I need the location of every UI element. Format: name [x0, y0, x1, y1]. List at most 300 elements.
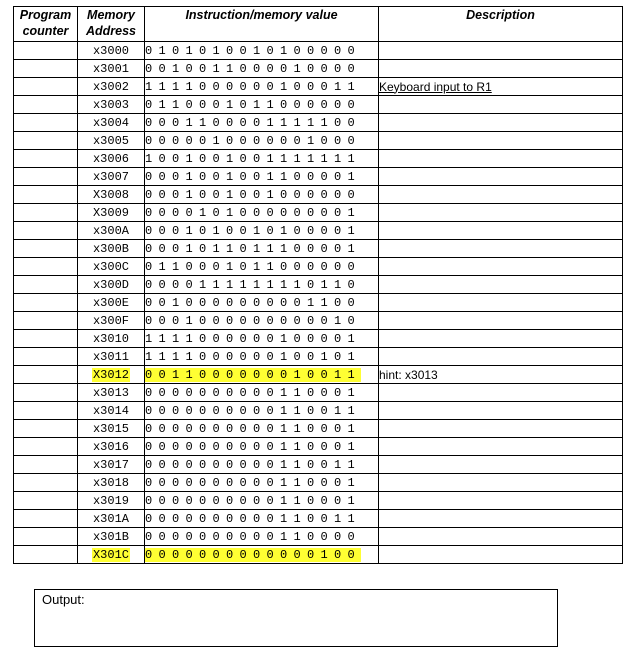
bit-digit: 0: [307, 475, 315, 490]
bit-digit: 0: [239, 331, 247, 346]
description-cell[interactable]: [379, 348, 623, 366]
program-counter-cell[interactable]: [14, 204, 78, 222]
memory-address: x3015: [92, 421, 129, 436]
description-cell[interactable]: [379, 240, 623, 258]
instruction-value-cell: [145, 492, 379, 510]
bit-digit: 0: [212, 457, 220, 472]
bit-digit: 1: [266, 259, 274, 274]
bit-digit: 0: [239, 205, 247, 220]
program-counter-cell[interactable]: [14, 366, 78, 384]
bit-digit: 0: [212, 313, 220, 328]
memory-address: X301C: [92, 547, 129, 562]
bit-digit: 1: [185, 115, 193, 130]
bit-digit: 0: [334, 97, 342, 112]
program-counter-cell[interactable]: [14, 438, 78, 456]
description-cell[interactable]: [379, 546, 623, 564]
description-cell[interactable]: [379, 294, 623, 312]
bit-digit: 0: [334, 529, 342, 544]
memory-address-cell: [78, 78, 145, 96]
table-row: [14, 474, 623, 492]
bit-digit: 0: [239, 133, 247, 148]
bit-digit: 1: [334, 367, 342, 382]
bit-digit: 0: [199, 133, 207, 148]
bit-digit: 1: [347, 241, 355, 256]
table-row: [14, 384, 623, 402]
bit-digit: 0: [266, 439, 274, 454]
bit-digit: 0: [185, 61, 193, 76]
table-row: [14, 312, 623, 330]
bit-digit: 0: [239, 187, 247, 202]
bit-digit: 0: [145, 385, 153, 400]
bit-digit: 1: [226, 205, 234, 220]
bit-digit: 0: [266, 367, 274, 382]
bit-digit: 0: [320, 61, 328, 76]
bit-digit: 0: [212, 439, 220, 454]
description-cell[interactable]: [379, 222, 623, 240]
bit-digit: 0: [239, 79, 247, 94]
bit-digit: 0: [239, 421, 247, 436]
bit-digit: 0: [239, 295, 247, 310]
bit-digit: 1: [334, 403, 342, 418]
bit-digit: 1: [293, 367, 301, 382]
instruction-bits: [145, 224, 361, 238]
bit-digit: 0: [253, 187, 261, 202]
bit-digit: 0: [172, 529, 180, 544]
bit-digit: 0: [320, 313, 328, 328]
instruction-value-cell: [145, 348, 379, 366]
memory-address-cell: [78, 456, 145, 474]
bit-digit: 0: [253, 295, 261, 310]
bit-digit: 0: [158, 205, 166, 220]
program-counter-cell[interactable]: [14, 132, 78, 150]
instruction-bits: [145, 404, 361, 418]
bit-digit: 1: [320, 547, 328, 562]
program-counter-cell[interactable]: [14, 78, 78, 96]
bit-digit: 0: [239, 97, 247, 112]
bit-digit: 1: [347, 205, 355, 220]
bit-digit: 1: [334, 151, 342, 166]
instruction-bits: [145, 44, 361, 58]
bit-digit: 0: [212, 187, 220, 202]
output-box: [34, 589, 558, 647]
memory-address-cell: [78, 168, 145, 186]
memory-address-cell: [78, 528, 145, 546]
program-counter-cell[interactable]: [14, 186, 78, 204]
bit-digit: 1: [172, 259, 180, 274]
program-counter-cell[interactable]: [14, 384, 78, 402]
memory-address-cell: [78, 222, 145, 240]
header-memory-address: Memory Address: [78, 7, 145, 42]
memory-address-cell: [78, 204, 145, 222]
instruction-value-cell: [145, 204, 379, 222]
header-program-counter: Program counter: [14, 7, 78, 42]
memory-rows: [14, 42, 623, 564]
description-cell[interactable]: [379, 330, 623, 348]
bit-digit: 0: [266, 475, 274, 490]
bit-digit: 0: [253, 61, 261, 76]
description-cell[interactable]: [379, 78, 623, 96]
bit-digit: 1: [280, 349, 288, 364]
instruction-bits: [145, 206, 361, 220]
bit-digit: 0: [280, 97, 288, 112]
bit-digit: 1: [185, 169, 193, 184]
memory-address: x3011: [92, 349, 129, 364]
bit-digit: 0: [239, 241, 247, 256]
instruction-value-cell: [145, 438, 379, 456]
bit-digit: 0: [172, 205, 180, 220]
program-counter-cell[interactable]: [14, 510, 78, 528]
bit-digit: 0: [185, 295, 193, 310]
bit-digit: 1: [226, 277, 234, 292]
program-counter-cell[interactable]: [14, 330, 78, 348]
bit-digit: 1: [347, 79, 355, 94]
bit-digit: 0: [253, 493, 261, 508]
program-counter-cell[interactable]: [14, 474, 78, 492]
table-row: [14, 420, 623, 438]
bit-digit: 0: [347, 259, 355, 274]
bit-digit: 0: [334, 331, 342, 346]
bit-digit: 1: [158, 79, 166, 94]
bit-digit: 0: [145, 313, 153, 328]
instruction-bits: [145, 494, 361, 508]
bit-digit: 1: [172, 295, 180, 310]
bit-digit: 0: [199, 511, 207, 526]
bit-digit: 0: [226, 313, 234, 328]
bit-digit: 0: [239, 475, 247, 490]
bit-digit: 0: [307, 421, 315, 436]
bit-digit: 0: [226, 223, 234, 238]
table-row: [14, 222, 623, 240]
bit-digit: 0: [199, 295, 207, 310]
bit-digit: 0: [212, 151, 220, 166]
instruction-bits: [145, 332, 361, 346]
description-cell[interactable]: [379, 402, 623, 420]
description-cell[interactable]: [379, 186, 623, 204]
description-cell[interactable]: [379, 438, 623, 456]
bit-digit: 0: [320, 331, 328, 346]
bit-digit: 0: [320, 97, 328, 112]
bit-digit: 0: [266, 511, 274, 526]
bit-digit: 0: [266, 61, 274, 76]
bit-digit: 1: [158, 97, 166, 112]
header-row: [14, 7, 623, 42]
memory-address-cell: [78, 150, 145, 168]
memory-address: x3002: [92, 79, 129, 94]
program-counter-cell[interactable]: [14, 60, 78, 78]
bit-digit: 0: [199, 493, 207, 508]
bit-digit: 0: [145, 133, 153, 148]
description-cell[interactable]: [379, 456, 623, 474]
bit-digit: 0: [280, 187, 288, 202]
instruction-value-cell: [145, 402, 379, 420]
bit-digit: 0: [253, 115, 261, 130]
bit-digit: 0: [158, 151, 166, 166]
bit-digit: 0: [239, 493, 247, 508]
table-row: [14, 510, 623, 528]
bit-digit: 0: [172, 133, 180, 148]
bit-digit: 0: [172, 457, 180, 472]
program-counter-cell[interactable]: [14, 456, 78, 474]
memory-address-cell: [78, 330, 145, 348]
program-counter-cell[interactable]: [14, 402, 78, 420]
bit-digit: 1: [172, 367, 180, 382]
instruction-bits: [145, 260, 361, 274]
instruction-value-cell: [145, 456, 379, 474]
bit-digit: 0: [212, 115, 220, 130]
instruction-bits: [145, 476, 361, 490]
table-row: [14, 366, 623, 384]
bit-digit: 1: [212, 277, 220, 292]
bit-digit: 0: [185, 457, 193, 472]
table-row: [14, 438, 623, 456]
bit-digit: 1: [145, 79, 153, 94]
bit-digit: 1: [253, 259, 261, 274]
bit-digit: 0: [253, 151, 261, 166]
bit-digit: 0: [334, 493, 342, 508]
bit-digit: 0: [334, 43, 342, 58]
program-counter-cell[interactable]: [14, 168, 78, 186]
bit-digit: 0: [226, 385, 234, 400]
bit-digit: 0: [266, 421, 274, 436]
instruction-bits: [145, 188, 361, 202]
memory-address: x3016: [92, 439, 129, 454]
description-cell[interactable]: [379, 510, 623, 528]
bit-digit: 0: [185, 421, 193, 436]
bit-digit: 0: [185, 529, 193, 544]
instruction-value-cell: [145, 96, 379, 114]
instruction-value-cell: [145, 384, 379, 402]
table-row: [14, 150, 623, 168]
bit-digit: 1: [293, 475, 301, 490]
bit-digit: 0: [172, 277, 180, 292]
bit-digit: 0: [172, 403, 180, 418]
bit-digit: 0: [172, 43, 180, 58]
bit-digit: 0: [158, 367, 166, 382]
program-counter-cell[interactable]: [14, 276, 78, 294]
bit-digit: 1: [320, 277, 328, 292]
table-row: [14, 42, 623, 60]
bit-digit: 1: [158, 259, 166, 274]
bit-digit: 0: [172, 169, 180, 184]
program-counter-cell[interactable]: [14, 420, 78, 438]
bit-digit: 0: [307, 439, 315, 454]
memory-address: x301B: [92, 529, 129, 544]
description-cell[interactable]: [379, 60, 623, 78]
program-counter-cell[interactable]: [14, 258, 78, 276]
program-counter-cell[interactable]: [14, 150, 78, 168]
bit-digit: 0: [199, 475, 207, 490]
table-row: [14, 60, 623, 78]
bit-digit: 1: [293, 493, 301, 508]
bit-digit: 0: [226, 421, 234, 436]
program-counter-cell[interactable]: [14, 240, 78, 258]
bit-digit: 0: [266, 223, 274, 238]
bit-digit: 1: [307, 151, 315, 166]
bit-digit: 1: [226, 169, 234, 184]
table-row: [14, 294, 623, 312]
bit-digit: 0: [266, 385, 274, 400]
bit-digit: 0: [307, 187, 315, 202]
bit-digit: 1: [266, 169, 274, 184]
description-cell[interactable]: [379, 312, 623, 330]
description-cell[interactable]: [379, 42, 623, 60]
bit-digit: 0: [172, 187, 180, 202]
bit-digit: 0: [320, 133, 328, 148]
bit-digit: 0: [158, 277, 166, 292]
bit-digit: 0: [226, 43, 234, 58]
description-cell[interactable]: [379, 276, 623, 294]
bit-digit: 0: [239, 61, 247, 76]
description-cell[interactable]: [379, 528, 623, 546]
bit-digit: 0: [293, 241, 301, 256]
bit-digit: 0: [212, 511, 220, 526]
bit-digit: 0: [307, 241, 315, 256]
program-counter-cell[interactable]: [14, 96, 78, 114]
bit-digit: 0: [253, 457, 261, 472]
bit-digit: 0: [199, 421, 207, 436]
description-cell[interactable]: [379, 492, 623, 510]
bit-digit: 0: [293, 259, 301, 274]
bit-digit: 0: [347, 97, 355, 112]
bit-digit: 0: [266, 529, 274, 544]
bit-digit: 1: [185, 43, 193, 58]
bit-digit: 0: [199, 187, 207, 202]
bit-digit: 1: [280, 277, 288, 292]
bit-digit: 0: [347, 133, 355, 148]
bit-digit: 0: [334, 349, 342, 364]
description-cell[interactable]: [379, 168, 623, 186]
bit-digit: 0: [158, 457, 166, 472]
bit-digit: 0: [266, 313, 274, 328]
instruction-value-cell: [145, 420, 379, 438]
bit-digit: 0: [307, 79, 315, 94]
bit-digit: 0: [320, 439, 328, 454]
bit-digit: 0: [280, 313, 288, 328]
bit-digit: 1: [226, 151, 234, 166]
bit-digit: 0: [320, 511, 328, 526]
bit-digit: 0: [347, 295, 355, 310]
description-cell[interactable]: [379, 384, 623, 402]
memory-address-cell: [78, 240, 145, 258]
instruction-value-cell: [145, 546, 379, 564]
program-counter-cell[interactable]: [14, 294, 78, 312]
description-cell[interactable]: [379, 96, 623, 114]
memory-address: x300D: [92, 277, 129, 292]
description-cell[interactable]: [379, 474, 623, 492]
bit-digit: 1: [280, 241, 288, 256]
instruction-value-cell: [145, 366, 379, 384]
memory-address-cell: [78, 60, 145, 78]
bit-digit: 0: [226, 349, 234, 364]
bit-digit: 0: [334, 241, 342, 256]
bit-digit: 0: [280, 547, 288, 562]
bit-digit: 0: [199, 79, 207, 94]
instruction-value-cell: [145, 60, 379, 78]
memory-address: x300C: [92, 259, 129, 274]
bit-digit: 0: [307, 313, 315, 328]
memory-address: X3009: [92, 205, 129, 220]
bit-digit: 0: [185, 493, 193, 508]
bit-digit: 0: [158, 115, 166, 130]
bit-digit: 0: [185, 403, 193, 418]
bit-digit: 0: [226, 331, 234, 346]
bit-digit: 1: [347, 223, 355, 238]
instruction-bits: [145, 368, 361, 382]
bit-digit: 1: [199, 277, 207, 292]
description-cell[interactable]: [379, 204, 623, 222]
bit-digit: 1: [212, 43, 220, 58]
program-counter-cell[interactable]: [14, 528, 78, 546]
bit-digit: 1: [334, 277, 342, 292]
bit-digit: 1: [199, 205, 207, 220]
bit-digit: 0: [226, 115, 234, 130]
instruction-value-cell: [145, 132, 379, 150]
bit-digit: 0: [307, 529, 315, 544]
bit-digit: 0: [185, 439, 193, 454]
bit-digit: 0: [172, 421, 180, 436]
instruction-bits: [145, 296, 361, 310]
description-cell[interactable]: [379, 420, 623, 438]
instruction-bits: [145, 422, 361, 436]
bit-digit: 0: [185, 385, 193, 400]
memory-address: x3005: [92, 133, 129, 148]
instruction-value-cell: [145, 186, 379, 204]
program-counter-cell[interactable]: [14, 546, 78, 564]
bit-digit: 0: [266, 79, 274, 94]
program-counter-cell[interactable]: [14, 312, 78, 330]
program-counter-cell[interactable]: [14, 492, 78, 510]
description-cell[interactable]: [379, 114, 623, 132]
description-cell[interactable]: [379, 366, 623, 384]
bit-digit: 1: [212, 241, 220, 256]
bit-digit: 0: [145, 421, 153, 436]
bit-digit: 1: [226, 259, 234, 274]
description-cell[interactable]: [379, 132, 623, 150]
bit-digit: 1: [185, 331, 193, 346]
bit-digit: 0: [239, 169, 247, 184]
bit-digit: 0: [320, 475, 328, 490]
bit-digit: 0: [185, 511, 193, 526]
header-description: Description: [379, 7, 623, 42]
bit-digit: 1: [347, 403, 355, 418]
description-cell[interactable]: [379, 258, 623, 276]
memory-address-cell: [78, 294, 145, 312]
program-counter-cell[interactable]: [14, 42, 78, 60]
bit-digit: 0: [226, 133, 234, 148]
bit-digit: 0: [334, 169, 342, 184]
memory-address: x300A: [92, 223, 129, 238]
instruction-value-cell: [145, 222, 379, 240]
bit-digit: 0: [199, 349, 207, 364]
bit-digit: 0: [307, 385, 315, 400]
memory-address-cell: [78, 492, 145, 510]
bit-digit: 0: [334, 385, 342, 400]
bit-digit: 0: [185, 547, 193, 562]
bit-digit: 0: [212, 79, 220, 94]
program-counter-cell[interactable]: [14, 222, 78, 240]
program-counter-cell[interactable]: [14, 114, 78, 132]
program-counter-cell[interactable]: [14, 348, 78, 366]
bit-digit: 0: [185, 475, 193, 490]
bit-digit: 0: [145, 439, 153, 454]
bit-digit: 0: [253, 385, 261, 400]
bit-digit: 0: [172, 313, 180, 328]
bit-digit: 1: [320, 349, 328, 364]
bit-digit: 0: [266, 457, 274, 472]
bit-digit: 0: [266, 295, 274, 310]
description-cell[interactable]: [379, 150, 623, 168]
bit-digit: 0: [158, 403, 166, 418]
